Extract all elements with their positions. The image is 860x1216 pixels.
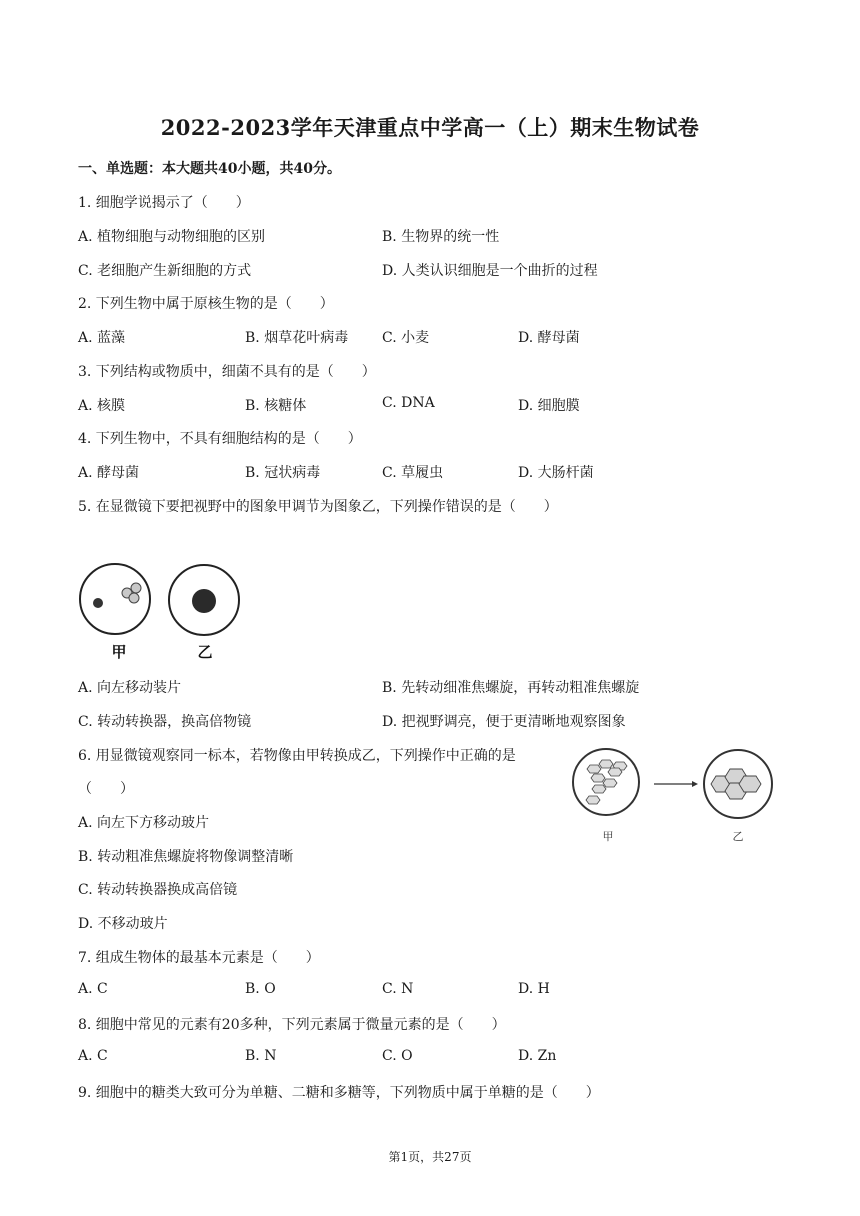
question-7-stem: 7. 组成生物体的最基本元素是（ ） bbox=[78, 950, 320, 966]
question-5-option-d: D. 把视野调亮，便于更清晰地观察图象 bbox=[382, 714, 626, 730]
field-jia-cell bbox=[131, 583, 141, 593]
question-4-stem: 4. 下列生物中，不具有细胞结构的是（ ） bbox=[78, 431, 362, 447]
question-1-option-a: A. 植物细胞与动物细胞的区别 bbox=[78, 229, 266, 245]
question-2-stem: 2. 下列生物中属于原核生物的是（ ） bbox=[78, 296, 334, 312]
question-7-option-a: A. C bbox=[78, 981, 108, 997]
question-7-option-b: B. O bbox=[245, 981, 276, 997]
field-jia-circle bbox=[80, 564, 150, 634]
question-1-option-c: C. 老细胞产生新细胞的方式 bbox=[78, 263, 252, 279]
question-2-option-a: A. 蓝藻 bbox=[78, 330, 126, 346]
question-2-option-d: D. 酵母菌 bbox=[518, 330, 580, 346]
page-footer: 第1页，共27页 bbox=[388, 1150, 472, 1164]
question-6-stem-line2: （ ） bbox=[78, 781, 134, 797]
figure-label-yi: 乙 bbox=[197, 643, 213, 661]
question-3-stem: 3. 下列结构或物质中，细菌不具有的是（ ） bbox=[78, 364, 376, 380]
question-8-option-a: A. C bbox=[78, 1048, 108, 1064]
question-7-option-c: C. N bbox=[382, 981, 414, 997]
question-6-option-d: D. 不移动玻片 bbox=[78, 916, 168, 932]
question-3-option-c: C. DNA bbox=[382, 395, 435, 411]
question-6-option-c: C. 转动转换器换成高倍镜 bbox=[78, 882, 238, 898]
question-6-option-a: A. 向左下方移动玻片 bbox=[78, 815, 210, 831]
question-3-option-a: A. 核膜 bbox=[78, 398, 126, 414]
figure-label-jia: 甲 bbox=[602, 830, 614, 843]
question-1-option-d: D. 人类认识细胞是一个曲折的过程 bbox=[382, 263, 598, 279]
question-3-option-d: D. 细胞膜 bbox=[518, 398, 580, 414]
magnification-figure bbox=[568, 744, 782, 844]
question-5-option-a: A. 向左移动装片 bbox=[78, 680, 182, 696]
question-2-option-b: B. 烟草花叶病毒 bbox=[245, 330, 349, 346]
question-8-option-b: B. N bbox=[245, 1048, 277, 1064]
question-4-option-a: A. 酵母菌 bbox=[78, 465, 140, 481]
field-jia-cell bbox=[129, 593, 139, 603]
section-heading: 一、单选题：本大题共40小题，共40分。 bbox=[78, 161, 341, 177]
question-5-stem: 5. 在显微镜下要把视野中的图象甲调节为图象乙，下列操作错误的是（ ） bbox=[78, 499, 558, 515]
field-yi-dot bbox=[192, 589, 216, 613]
question-1-stem: 1. 细胞学说揭示了（ ） bbox=[78, 195, 250, 211]
question-1-option-b: B. 生物界的统一性 bbox=[382, 229, 500, 245]
question-5-option-c: C. 转动转换器，换高倍物镜 bbox=[78, 714, 252, 730]
question-5-option-b: B. 先转动细准焦螺旋，再转动粗准焦螺旋 bbox=[382, 680, 640, 696]
question-4-option-b: B. 冠状病毒 bbox=[245, 465, 321, 481]
question-3-option-b: B. 核糖体 bbox=[245, 398, 307, 414]
question-6-option-b: B. 转动粗准焦螺旋将物像调整清晰 bbox=[78, 849, 294, 865]
question-8-option-c: C. O bbox=[382, 1048, 413, 1064]
question-2-option-c: C. 小麦 bbox=[382, 330, 430, 346]
figure-label-yi: 乙 bbox=[732, 830, 744, 843]
arrow-head bbox=[692, 781, 698, 787]
field-jia-dot bbox=[93, 598, 103, 608]
question-8-option-d: D. Zn bbox=[518, 1048, 557, 1064]
question-4-option-c: C. 草履虫 bbox=[382, 465, 444, 481]
question-4-option-d: D. 大肠杆菌 bbox=[518, 465, 594, 481]
microscope-field-figure bbox=[78, 562, 248, 666]
question-7-option-d: D. H bbox=[518, 981, 550, 997]
question-9-stem: 9. 细胞中的糖类大致可分为单糖、二糖和多糖等，下列物质中属于单糖的是（ ） bbox=[78, 1085, 600, 1101]
question-8-stem: 8. 细胞中常见的元素有20多种，下列元素属于微量元素的是（ ） bbox=[78, 1017, 506, 1033]
figure-label-jia: 甲 bbox=[111, 643, 127, 661]
exam-title: 2022-2023学年天津重点中学高一（上）期末生物试卷 bbox=[160, 115, 700, 140]
question-6-stem-line1: 6. 用显微镜观察同一标本，若物像由甲转换成乙，下列操作中正确的是 bbox=[78, 748, 516, 764]
